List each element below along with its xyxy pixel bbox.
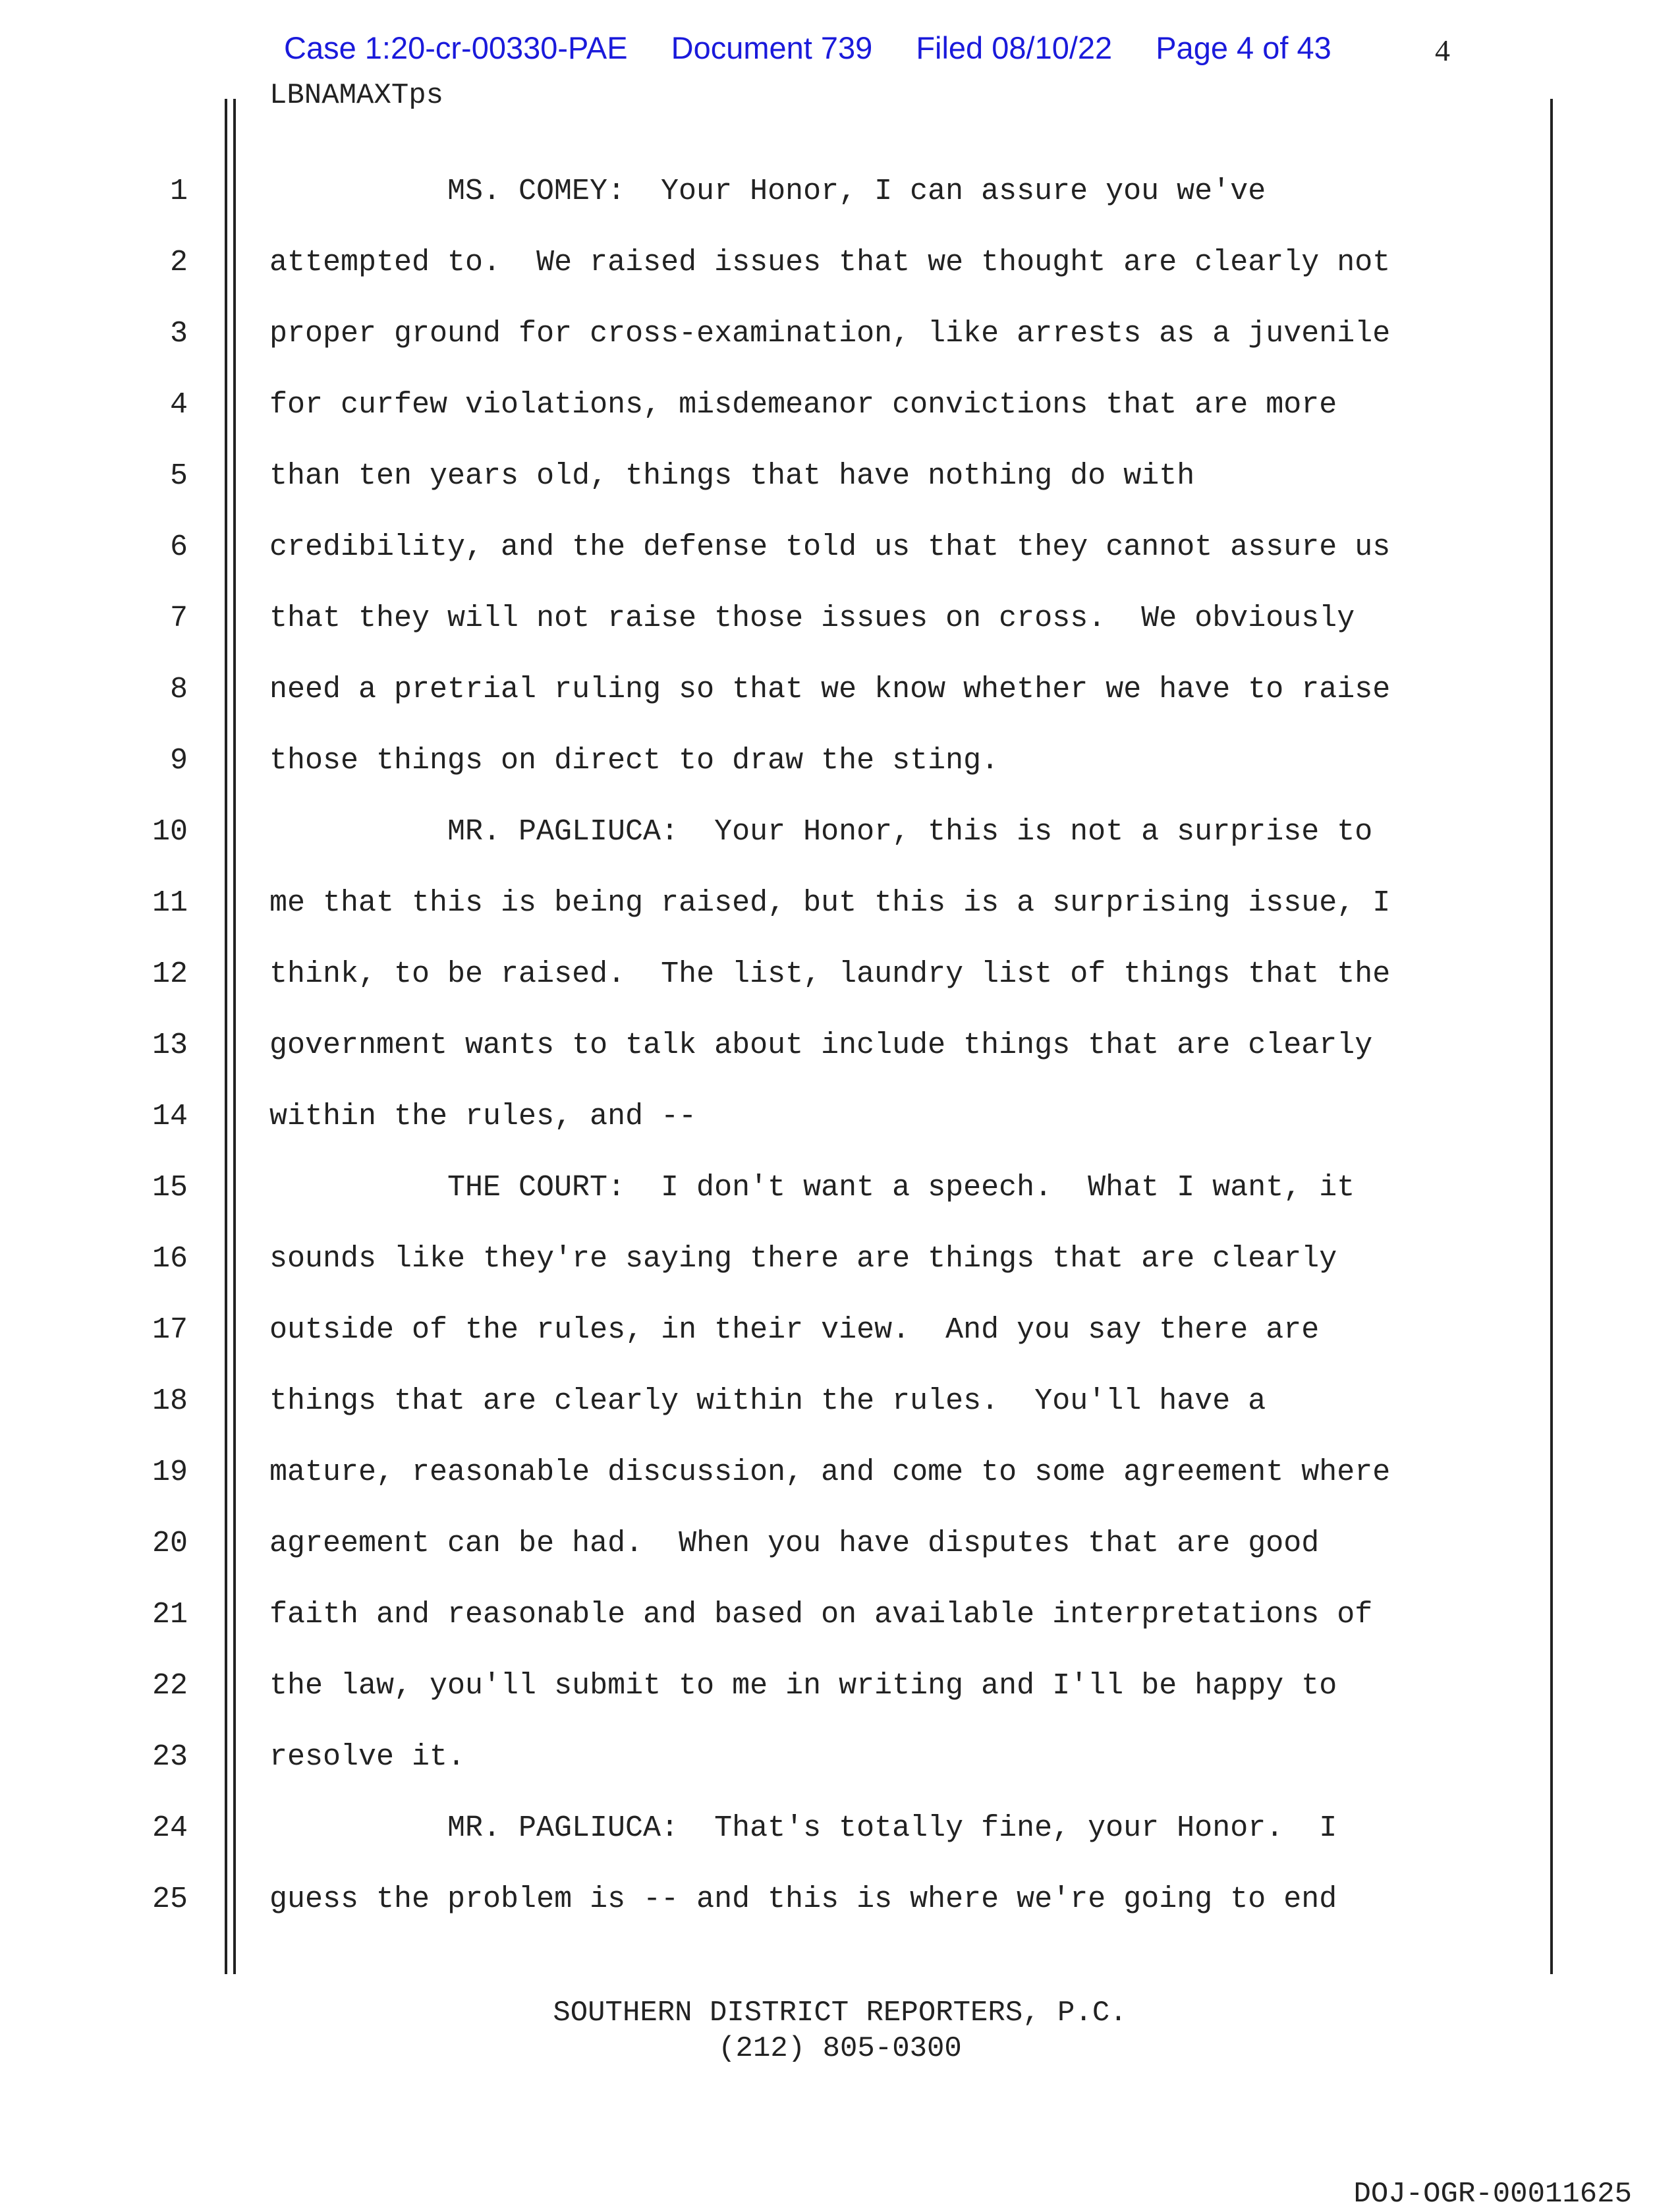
line-number: 2 [169, 246, 188, 279]
transcript-line [0, 1384, 1680, 1456]
transcript-line [0, 1598, 1680, 1669]
transcript-line [0, 1811, 1680, 1883]
line-number: 21 [152, 1598, 188, 1631]
transcript-caption: LBNAMAXTps [269, 79, 444, 112]
transcript-line [0, 1242, 1680, 1313]
line-text: within the rules, and -- [269, 1100, 697, 1133]
bates-number: DOJ-OGR-00011625 [1353, 2178, 1632, 2211]
transcript-line [0, 1313, 1680, 1384]
line-text: faith and reasonable and based on available interpretations of [269, 1598, 1373, 1631]
line-number: 5 [169, 459, 188, 493]
line-number: 1 [169, 175, 188, 208]
line-number: 7 [169, 602, 188, 635]
line-text: me that this is being raised, but this is a surprising issue, I [269, 886, 1391, 920]
line-number: 19 [152, 1456, 188, 1489]
line-text: agreement can be had. When you have disputes that are good [269, 1527, 1320, 1560]
case-number: Case 1:20-cr-00330-PAE [284, 30, 628, 65]
line-number: 10 [152, 815, 188, 849]
line-text: sounds like they're saying there are things that are clearly [269, 1242, 1337, 1276]
line-number: 11 [152, 886, 188, 920]
line-text: government wants to talk about include things that are clearly [269, 1029, 1373, 1062]
line-number: 17 [152, 1313, 188, 1347]
line-number: 25 [152, 1883, 188, 1916]
transcript-line [0, 744, 1680, 815]
transcript-line [0, 1669, 1680, 1740]
line-number: 4 [169, 388, 188, 422]
filing-header [284, 30, 1375, 66]
transcript-line [0, 1171, 1680, 1242]
transcript-line [0, 1883, 1680, 1954]
line-number: 13 [152, 1029, 188, 1062]
line-number: 6 [169, 530, 188, 564]
line-text: MR. PAGLIUCA: That's totally fine, your Honor. I [447, 1811, 1337, 1845]
line-text: guess the problem is -- and this is where we're going to end [269, 1883, 1337, 1916]
line-number: 14 [152, 1100, 188, 1133]
line-text: for curfew violations, misdemeanor convictions that are more [269, 388, 1337, 422]
line-text: MR. PAGLIUCA: Your Honor, this is not a surprise to [447, 815, 1373, 849]
transcript-line [0, 246, 1680, 317]
line-text: think, to be raised. The list, laundry list of things that the [269, 957, 1391, 991]
line-text: MS. COMEY: Your Honor, I can assure you we've [447, 175, 1266, 208]
line-number: 16 [152, 1242, 188, 1276]
line-number: 8 [169, 673, 188, 706]
page-indicator: Page 4 of 43 [1156, 30, 1331, 65]
line-number: 22 [152, 1669, 188, 1703]
line-number: 9 [169, 744, 188, 778]
line-text: need a pretrial ruling so that we know whether we have to raise [269, 673, 1391, 706]
transcript-line [0, 1029, 1680, 1100]
transcript-line [0, 886, 1680, 957]
line-number: 24 [152, 1811, 188, 1845]
line-number: 12 [152, 957, 188, 991]
line-text: resolve it. [269, 1740, 466, 1774]
transcript-line [0, 530, 1680, 602]
line-number: 18 [152, 1384, 188, 1418]
filed-date: Filed 08/10/22 [916, 30, 1113, 65]
transcript-line [0, 388, 1680, 459]
transcript-line [0, 1100, 1680, 1171]
line-text: outside of the rules, in their view. And you say there are [269, 1313, 1320, 1347]
line-text: credibility, and the defense told us that they cannot assure us [269, 530, 1391, 564]
transcript-line [0, 957, 1680, 1029]
transcript-line [0, 1527, 1680, 1598]
line-text: proper ground for cross-examination, like arrests as a juvenile [269, 317, 1391, 351]
line-text: that they will not raise those issues on cross. We obviously [269, 602, 1355, 635]
transcript-line [0, 1456, 1680, 1527]
transcript-page-number: 4 [1435, 34, 1450, 67]
document-number: Document 739 [671, 30, 873, 65]
line-text: those things on direct to draw the sting. [269, 744, 999, 778]
transcript-line [0, 602, 1680, 673]
transcript-line [0, 459, 1680, 530]
transcript-line [0, 673, 1680, 744]
line-text: than ten years old, things that have nothing do with [269, 459, 1195, 493]
line-text: the law, you'll submit to me in writing and I'll be happy to [269, 1669, 1337, 1703]
transcript-line [0, 1740, 1680, 1811]
line-text: THE COURT: I don't want a speech. What I want, it [447, 1171, 1355, 1205]
line-number: 20 [152, 1527, 188, 1560]
transcript-line [0, 317, 1680, 388]
reporter-phone: (212) 805-0300 [718, 2032, 962, 2065]
line-text: mature, reasonable discussion, and come to some agreement where [269, 1456, 1391, 1489]
reporter-name: SOUTHERN DISTRICT REPORTERS, P.C. [553, 1997, 1127, 2029]
line-number: 23 [152, 1740, 188, 1774]
transcript-line [0, 175, 1680, 246]
transcript-line [0, 815, 1680, 886]
line-text: things that are clearly within the rules. You'll have a [269, 1384, 1266, 1418]
line-number: 15 [152, 1171, 188, 1205]
line-number: 3 [169, 317, 188, 351]
line-text: attempted to. We raised issues that we thought are clearly not [269, 246, 1391, 279]
